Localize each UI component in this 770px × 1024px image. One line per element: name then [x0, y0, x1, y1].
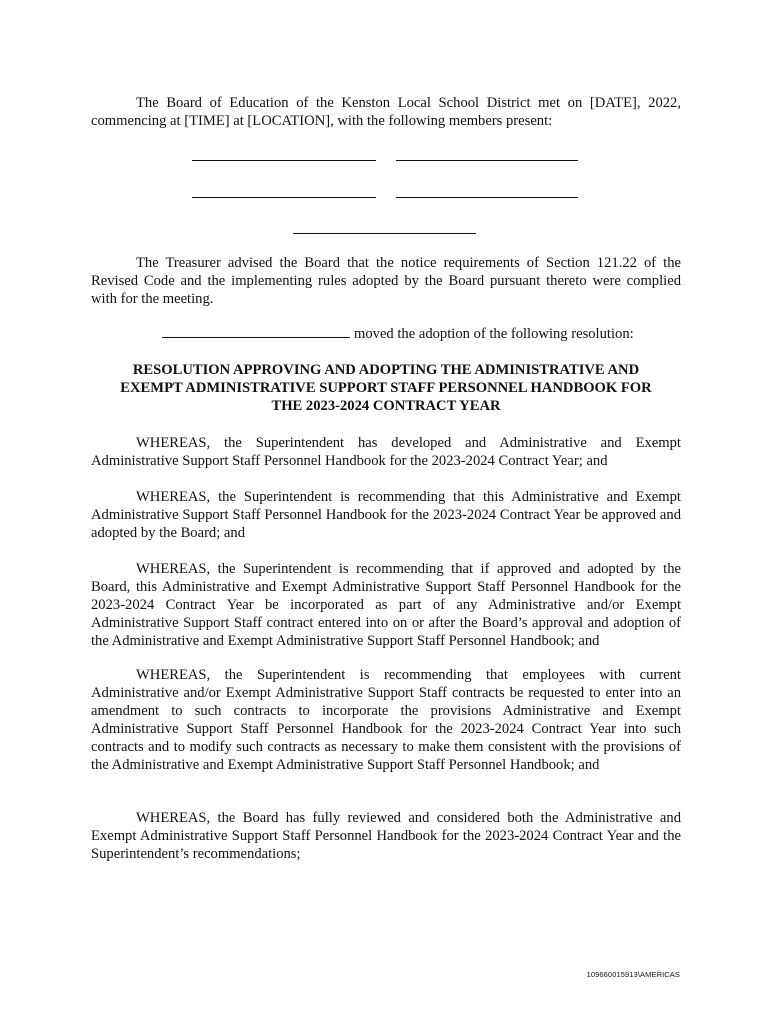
- whereas-text-1: WHEREAS, the Superintendent has developed and Administrative and Exempt Administrative Support Staff Personnel Handbook for the 2023-2024 Contract Year; and: [91, 435, 681, 469]
- whereas-paragraph-4: [91, 666, 681, 774]
- mover-line: [162, 324, 682, 343]
- document-footer-id: 109660015913\AMERICAS: [586, 970, 680, 979]
- whereas-paragraph-3: [91, 560, 681, 650]
- treasurer-paragraph: [91, 254, 681, 308]
- treasurer-text: The Treasurer advised the Board that the notice requirements of Section 121.22 of the Revised Code and the implementing rules adopted by the Board pursuant thereto were complied with for the meeting.: [91, 255, 681, 307]
- mover-text: moved the adoption of the following resolution:: [354, 326, 634, 342]
- intro-paragraph: [91, 94, 681, 130]
- resolution-title-line-1: RESOLUTION APPROVING AND ADOPTING THE ADMINISTRATIVE AND: [132, 362, 640, 378]
- member-signature-line-4[interactable]: [396, 197, 578, 198]
- whereas-paragraph-5: [91, 809, 681, 863]
- mover-blank[interactable]: [162, 324, 350, 338]
- whereas-text-5: WHEREAS, the Board has fully reviewed and considered both the Administrative and Exempt Administrative Support Staff Personnel Handbook for the 2023-2024 Contract Year and the Superintendent’s recommendations;: [91, 810, 681, 862]
- intro-text: The Board of Education of the Kenston Local School District met on [DATE], 2022, commencing at [TIME] at [LOCATION], with the following members present:: [91, 95, 681, 129]
- member-signature-line-1[interactable]: [192, 160, 376, 161]
- resolution-title-line-2: EXEMPT ADMINISTRATIVE SUPPORT STAFF PERSONNEL HANDBOOK FOR: [120, 380, 652, 396]
- whereas-text-3: WHEREAS, the Superintendent is recommending that if approved and adopted by the Board, this Administrative and Exempt Administrative Support Staff Personnel Handbook for the 2023-2024 Contract Year be incorporated as part of any Administrative and/or Exempt Administrative Support Staff contract entered into on or after the Board’s approval and adoption of the Administrative and Exempt Administrative Support Staff Personnel Handbook; and: [91, 561, 681, 649]
- resolution-title-line-3: THE 2023-2024 CONTRACT YEAR: [271, 398, 501, 414]
- whereas-paragraph-2: [91, 488, 681, 542]
- whereas-text-4: WHEREAS, the Superintendent is recommending that employees with current Administrative and/or Exempt Administrative Support Staff contracts be requested to enter into an amendment to such contracts to incorporate the provisions Administrative and Exempt Administrative Support Staff Personnel Handbook for the 2023-2024 Contract Year into such contracts and to modify such contracts as necessary to make them consistent with the provisions of the Administrative and Exempt Administrative Support Staff Personnel Handbook; and: [91, 667, 681, 773]
- member-signature-line-2[interactable]: [396, 160, 578, 161]
- member-signature-line-3[interactable]: [192, 197, 376, 198]
- whereas-text-2: WHEREAS, the Superintendent is recommending that this Administrative and Exempt Administrative Support Staff Personnel Handbook for the 2023-2024 Contract Year be approved and adopted by the Board; and: [91, 489, 681, 541]
- whereas-paragraph-1: [91, 434, 681, 470]
- member-signature-line-5[interactable]: [293, 233, 476, 234]
